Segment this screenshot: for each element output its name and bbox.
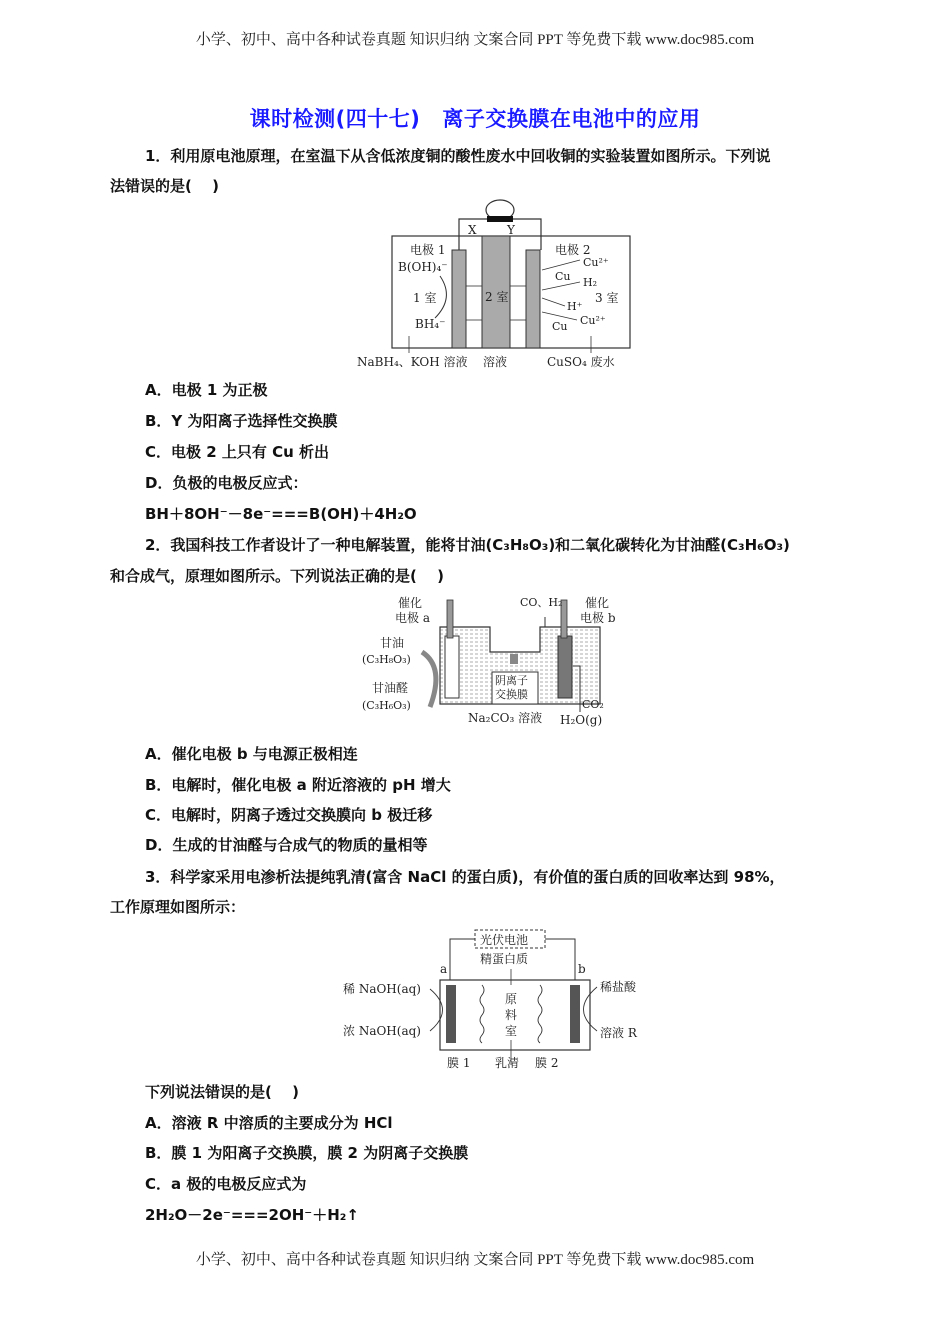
q3-equation: 2H₂O－2e⁻===2OH⁻＋H₂↑	[145, 1206, 359, 1224]
svg-text:H⁺: H⁺	[567, 300, 583, 313]
q1-option-c: C．电极 2 上只有 Cu 析出	[145, 443, 330, 461]
svg-text:稀 NaOH(aq): 稀 NaOH(aq)	[343, 982, 421, 996]
q1-diagram	[355, 198, 645, 373]
svg-text:H₂: H₂	[583, 276, 598, 289]
q3-question: 下列说法错误的是( )	[145, 1083, 299, 1101]
q1-stem-line2: 法错误的是( )	[110, 177, 219, 195]
svg-text:1 室: 1 室	[413, 291, 437, 305]
q3-stem-line2: 工作原理如图所示：	[110, 898, 246, 916]
header-banner: 小学、初中、高中各种试卷真题 知识归纳 文案合同 PPT 等免费下载 www.doc985.com	[195, 32, 755, 48]
svg-text:(C₃H₆O₃): (C₃H₆O₃)	[362, 699, 411, 712]
svg-text:CO、H₂: CO、H₂	[520, 596, 563, 609]
q1-option-d: D．负极的电极反应式：	[145, 474, 308, 492]
svg-text:溶液 R: 溶液 R	[600, 1026, 637, 1040]
svg-text:Cu: Cu	[552, 320, 568, 333]
svg-text:(C₃H₈O₃): (C₃H₈O₃)	[362, 653, 411, 666]
svg-text:BH₄⁻: BH₄⁻	[415, 317, 446, 331]
svg-text:Cu²⁺: Cu²⁺	[583, 256, 609, 269]
svg-text:稀盐酸: 稀盐酸	[600, 980, 637, 994]
svg-text:阴离子: 阴离子	[495, 674, 528, 687]
svg-text:Cu²⁺: Cu²⁺	[580, 314, 606, 327]
svg-text:电极 b: 电极 b	[580, 611, 616, 625]
svg-text:乳清: 乳清	[495, 1056, 520, 1070]
svg-text:CO₂: CO₂	[582, 698, 604, 711]
svg-text:b: b	[578, 962, 586, 976]
q3-option-c: C．a 极的电极反应式为	[145, 1175, 307, 1193]
svg-text:膜 2: 膜 2	[535, 1056, 559, 1070]
q2-stem-line1: 2．我国科技工作者设计了一种电解装置，能将甘油(C₃H₈O₃)和二氧化碳转化为甘油醛(C₃H₆O₃)	[145, 536, 790, 554]
svg-text:电极 a: 电极 a	[395, 611, 430, 625]
q1-equation: BH＋8OH⁻－8e⁻===B(OH)＋4H₂O	[145, 505, 417, 523]
svg-text:B(OH)₄⁻: B(OH)₄⁻	[398, 260, 448, 274]
page-title	[0, 103, 950, 133]
svg-text:甘油: 甘油	[380, 636, 405, 650]
q3-option-a: A．溶液 R 中溶质的主要成分为 HCl	[145, 1114, 393, 1132]
svg-text:H₂O(g): H₂O(g)	[560, 713, 603, 727]
svg-text:NaBH₄、KOH 溶液: NaBH₄、KOH 溶液	[357, 355, 468, 369]
q2-option-d: D．生成的甘油醛与合成气的物质的量相等	[145, 836, 428, 854]
svg-text:Na₂CO₃ 溶液: Na₂CO₃ 溶液	[468, 711, 543, 725]
q1-option-b: B．Y 为阳离子选择性交换膜	[145, 412, 338, 430]
q3-option-b: B．膜 1 为阳离子交换膜，膜 2 为阴离子交换膜	[145, 1144, 469, 1162]
q2-diagram	[360, 592, 650, 732]
svg-text:原: 原	[505, 992, 518, 1006]
label-y: Y	[507, 223, 515, 237]
svg-text:电极 2: 电极 2	[555, 243, 591, 257]
svg-text:2 室: 2 室	[485, 290, 509, 304]
svg-text:CuSO₄ 废水: CuSO₄ 废水	[547, 355, 615, 369]
q3-stem-line1: 3．科学家采用电渗析法提纯乳清(富含 NaCl 的蛋白质)，有价值的蛋白质的回收率达到 98%，	[145, 868, 785, 886]
svg-text:精蛋白质: 精蛋白质	[480, 952, 529, 966]
svg-text:Cu: Cu	[555, 270, 571, 283]
svg-text:a: a	[440, 962, 448, 976]
svg-text:交换膜: 交换膜	[495, 688, 528, 701]
q2-option-b: B．电解时，催化电极 a 附近溶液的 pH 增大	[145, 776, 451, 794]
svg-text:甘油醛: 甘油醛	[372, 681, 409, 695]
svg-text:料: 料	[505, 1008, 518, 1022]
svg-text:催化: 催化	[398, 596, 423, 610]
q3-diagram	[335, 925, 655, 1075]
svg-text:浓 NaOH(aq): 浓 NaOH(aq)	[343, 1024, 421, 1038]
label-x: X	[468, 223, 477, 237]
svg-text:室: 室	[505, 1024, 518, 1038]
svg-text:催化: 催化	[585, 596, 610, 610]
title-part2: 离子交换膜在电池中的应用	[442, 107, 701, 131]
q2-stem-line2: 和合成气，原理如图所示。下列说法正确的是( )	[110, 567, 444, 585]
q1-stem-line1: 1．利用原电池原理，在室温下从含低浓度铜的酸性废水中回收铜的实验装置如图所示。下列说	[145, 147, 771, 165]
footer-banner: 小学、初中、高中各种试卷真题 知识归纳 文案合同 PPT 等免费下载 www.doc985.com	[195, 1252, 755, 1268]
q1-option-a: A．电极 1 为正极	[145, 381, 268, 399]
q2-option-a: A．催化电极 b 与电源正极相连	[145, 745, 358, 763]
svg-text:溶液: 溶液	[483, 355, 508, 369]
svg-text:电极 1: 电极 1	[410, 243, 446, 257]
title-part1: 课时检测(四十七)	[249, 107, 421, 131]
svg-text:3 室: 3 室	[595, 291, 619, 305]
svg-text:膜 1: 膜 1	[447, 1056, 471, 1070]
q2-option-c: C．电解时，阴离子透过交换膜向 b 极迁移	[145, 806, 433, 824]
svg-text:光伏电池: 光伏电池	[480, 933, 529, 947]
